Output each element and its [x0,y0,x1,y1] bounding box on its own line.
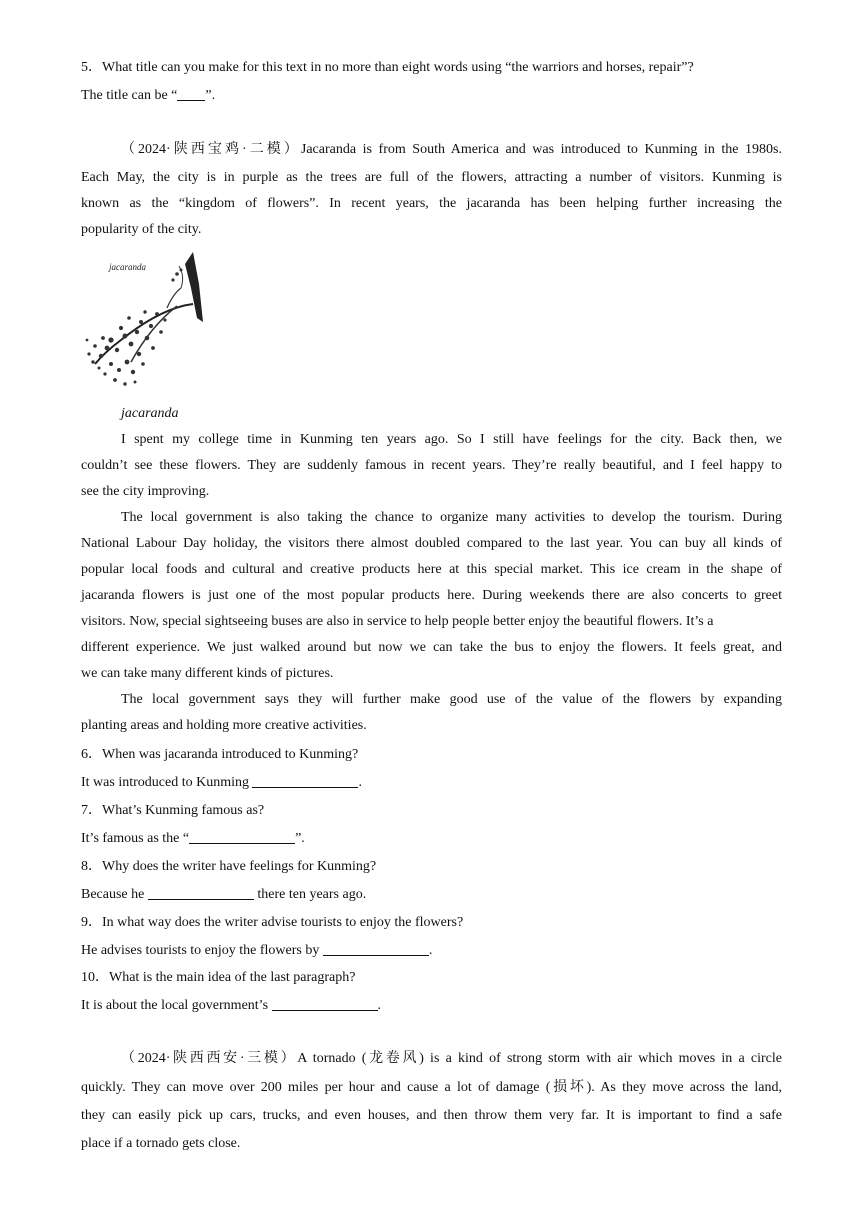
answer-5: The title can be “ ”. [81,88,216,103]
question-5: 5．What title can you make for this text in no more than eight words using “the warriors and horses, repair”? [81,60,694,75]
answer-blank[interactable] [323,941,429,956]
passage-line: I spent my college time in Kunming ten years ago. So I still have feelings for the city. Back then, we [121,432,782,447]
jacaranda-illustration-label: jacaranda [109,262,146,272]
answer-blank[interactable] [272,996,378,1011]
passage-line: couldn’t see these flowers. They are suddenly famous in recent years. They’re really beautiful, and I feel happy to [81,458,782,473]
question-8: 8．Why does the writer have feelings for Kunming? [81,859,377,874]
answer-blank[interactable] [189,829,295,844]
question-6: 6．When was jacaranda introduced to Kunming? [81,747,359,762]
passage-line: quickly. They can move over 200 miles per hour and cause a lot of damage (损坏). As they move across the land, [81,1080,782,1095]
passage-line: planting areas and holding more creative activities. [81,718,367,733]
question-9: 9．In what way does the writer advise tourists to enjoy the flowers? [81,915,464,930]
question-10: 10．What is the main idea of the last paragraph? [81,970,356,985]
question-7: 7．What’s Kunming famous as? [81,803,265,818]
passage-line: place if a tornado gets close. [81,1136,241,1151]
passage-line: they can easily pick up cars, trucks, and even houses, and then throw them very far. It is important to find a safe [81,1108,782,1123]
answer-7: It’s famous as the “ ”. [81,831,305,846]
passage-line: Each May, the city is in purple as the trees are full of the flowers, attracting a number of visitors. Kunming is [81,170,782,185]
passage-line: （2024·陕西宝鸡·二模）Jacaranda is from South America and was introduced to Kunming in the 1980s. [121,142,782,157]
answer-blank[interactable] [148,885,254,900]
passage-line: see the city improving. [81,484,210,499]
image-caption: jacaranda [121,406,179,421]
answer-blank[interactable] [177,86,205,101]
passage-line: （2024·陕西西安·三模）A tornado (龙卷风) is a kind of strong storm with air which moves in a circle [121,1051,782,1066]
answer-9: He advises tourists to enjoy the flowers by . [81,943,433,958]
passage-line: The local government is also taking the chance to organize many activities to develop the tourism. During [121,510,782,525]
passage-line: The local government says they will further make good use of the value of the flowers by expanding [121,692,782,707]
answer-8: Because he there ten years ago. [81,887,367,902]
passage-line: visitors. Now, special sightseeing buses are also in service to help people better enjoy the beautiful flowers. It’s a [81,614,714,629]
passage-line: we can take many different kinds of pictures. [81,666,334,681]
passage-line: popularity of the city. [81,222,202,237]
answer-10: It is about the local government’s . [81,998,382,1013]
passage-line: jacaranda flowers is just one of the most popular products here. During weekends there are also concerts to greet [81,588,782,603]
passage-line: different experience. We just walked around but now we can take the bus to enjoy the flowers. It feels great, and [81,640,782,655]
answer-6: It was introduced to Kunming . [81,775,362,790]
jacaranda-illustration [81,244,209,396]
passage-line: National Labour Day holiday, the visitors there almost doubled compared to the last year. You can buy all kinds of [81,536,782,551]
answer-blank[interactable] [252,773,358,788]
passage-line: popular local foods and cultural and creative products here at this special market. This ice cream in the shape of [81,562,782,577]
passage-line: known as the “kingdom of flowers”. In recent years, the jacaranda has been helping further increasing the [81,196,782,211]
